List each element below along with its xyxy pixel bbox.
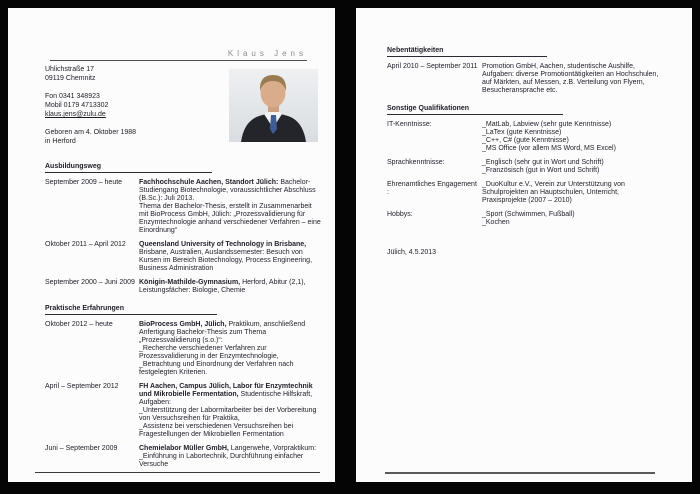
- entry-text: Herford, Abitur (2,1), Leistungsfächer: Biologie, Chemie: [139, 279, 306, 294]
- section-heading-experience: Praktische Erfahrungen: [45, 305, 217, 315]
- qualification-line: _MS Office (vor allem MS Word, MS Excel): [482, 145, 616, 152]
- entry-institution: Queensland University of Technology in Brisbane,: [139, 241, 307, 248]
- qualification-line: _Sport (Schwimmen, Fußball): [482, 211, 575, 218]
- entry-date: April – September 2012: [45, 383, 119, 390]
- experience-entry: [45, 321, 325, 377]
- entry-text: Praktikum, anschließend Anfertigung Bachelor-Thesis zum Thema „Prozessvalidierung (s.o.)“:: [139, 321, 306, 344]
- qualification-row: [387, 121, 667, 153]
- entry-task: _Assistenz bei verschiedenen Versuchsreihen bei Fragestellungen der Mikrobiellen Fermentation: [139, 423, 294, 438]
- entry-description: Promotion GmbH, Aachen, studentische Aushilfe, Aufgaben: diverse Promotiontätigkeiten an Hochschulen, auf Märkten, auf Messen, z.B. Verteilung von Flyern, Besucheransprache etc.: [482, 63, 659, 94]
- address-line: 09119 Chemnitz: [45, 75, 96, 82]
- experience-entry: [45, 383, 325, 439]
- address-block: [45, 65, 195, 83]
- entry-description: [139, 179, 322, 235]
- qualification-label: Sprachkenntnisse:: [387, 159, 445, 166]
- education-entry: [45, 279, 325, 295]
- phone-block: [45, 92, 195, 119]
- section-experience: [45, 305, 325, 475]
- section-heading-qualifications: Sonstige Qualifikationen: [387, 105, 563, 115]
- entry-company: Chemielabor Müller GmbH,: [139, 445, 229, 452]
- qualification-row: [387, 181, 667, 205]
- qualification-value: [482, 121, 664, 153]
- section-heading-education: Ausbildungsweg: [45, 163, 212, 173]
- qualification-value: [482, 159, 664, 175]
- qualification-value: [482, 211, 664, 227]
- entry-text: Brisbane, Australien, Auslandssemester: Besuch von Kursen im Bereich Biotechnology, Process Engineering, Business Administration: [139, 249, 313, 272]
- qualification-label: Hobbys:: [387, 211, 413, 218]
- entry-date: September 2000 – Juni 2009: [45, 279, 135, 286]
- phone-line: Fon 0341 348923: [45, 93, 100, 100]
- qualification-line: _C++, C# (gute Kenntnisse): [482, 137, 569, 144]
- birth-line: in Herford: [45, 138, 76, 145]
- education-entry: [45, 241, 325, 273]
- entry-date: Oktober 2012 – heute: [45, 321, 113, 328]
- signature-line: Jülich, 4.5.2013: [387, 249, 437, 256]
- section-education: [45, 163, 325, 301]
- qualification-label: IT-Kenntnisse:: [387, 121, 432, 128]
- entry-institution: Fachhochschule Aachen, Standort Jülich:: [139, 179, 279, 186]
- entry-description: [139, 383, 322, 439]
- qualification-row: [387, 211, 667, 227]
- entry-text: Langerwehe, Vorpraktikum:: [228, 445, 317, 452]
- entry-task: _Unterstützung der Labormitarbeiter bei der Vorbereitung von Versuchsreihen für Praktika,: [139, 407, 317, 422]
- education-entry: [45, 179, 325, 235]
- qualification-line: _Französisch (gut in Wort und Schrift): [482, 167, 600, 174]
- entry-task: _Betrachtung und Einordnung der Verfahren nach festgelegten Kriterien.: [139, 361, 294, 376]
- birth-line: Geboren am 4. Oktober 1988: [45, 129, 137, 136]
- entry-description: [139, 241, 322, 273]
- entry-description: [139, 279, 322, 295]
- entry-institution: Königin-Mathilde-Gymnasium,: [139, 279, 241, 286]
- side-job-entry: [387, 63, 667, 95]
- entry-task: _Recherche verschiedener Verfahren zur Prozessvalidierung in der Enzymtechnologie,: [139, 345, 279, 360]
- qualification-line: _DuoKultur e.V., Verein zur Unterstützung von Schulprojekten an Hauptschulen, Unterricht, Praxisprojekte (2007 – 2010): [482, 181, 625, 204]
- entry-date: April 2010 – September 2011: [387, 63, 478, 70]
- qualification-line: _LaTex (gute Kenntnisse): [482, 129, 562, 136]
- email-link[interactable]: klaus.jens@zulu.de: [45, 111, 106, 118]
- cv-page-1: [8, 8, 335, 482]
- address-line: Uhlichstraße 17: [45, 66, 95, 73]
- page2-footer-rule: [385, 472, 655, 474]
- cv-page-2: [356, 8, 692, 482]
- qualification-line: _Kochen: [482, 219, 510, 226]
- section-heading-side-jobs: Nebentätigkeiten: [387, 47, 547, 57]
- qualification-label: Ehrenamtliches Engagement :: [387, 181, 477, 196]
- entry-date: Juni – September 2009: [45, 445, 118, 452]
- section-side-jobs: [387, 47, 667, 101]
- experience-entry: [45, 445, 325, 469]
- entry-thesis-text: Thema der Bachelor-Thesis, erstellt in Zusammenarbeit mit BioProcess GmbH, Jülich: „Prozessvalidierung für Enzymtechnologie anhand verschiedener Verfahren – eine Einordnung“: [139, 203, 321, 234]
- entry-company: BioProcess GmbH, Jülich,: [139, 321, 227, 328]
- entry-date: Oktober 2011 – April 2012: [45, 241, 126, 248]
- section-qualifications: [387, 105, 667, 233]
- mobile-line: Mobil 0179 4713302: [45, 102, 109, 109]
- entry-description: [139, 321, 322, 377]
- entry-date: September 2009 – heute: [45, 179, 123, 186]
- portrait-photo-graphic: [229, 69, 318, 142]
- page1-footer-rule: [35, 472, 320, 473]
- qualification-line: _MatLab, Labview (sehr gute Kenntnisse): [482, 121, 612, 128]
- portrait-photo: [229, 69, 318, 142]
- entry-text: Studentische Hilfskraft, Aufgaben:: [139, 391, 313, 406]
- entry-description: [139, 445, 322, 469]
- contact-block: [45, 65, 195, 155]
- birth-block: [45, 128, 195, 146]
- page-title: Klaus Jens: [50, 50, 307, 61]
- qualification-line: _Englisch (sehr gut in Wort und Schrift): [482, 159, 604, 166]
- entry-text: Bachelor-Studiengang Biotechnologie, voraussichtlicher Abschluss (B.Sc.): Juli 2013.: [139, 179, 316, 202]
- entry-task: _Einführung in Labortechnik, Durchführung einfacher Versuche: [139, 453, 304, 468]
- qualification-row: [387, 159, 667, 175]
- qualification-value: [482, 181, 664, 205]
- entry-company: FH Aachen, Campus Jülich, Labor für Enzymtechnik und Mikrobielle Fermentation,: [139, 383, 313, 398]
